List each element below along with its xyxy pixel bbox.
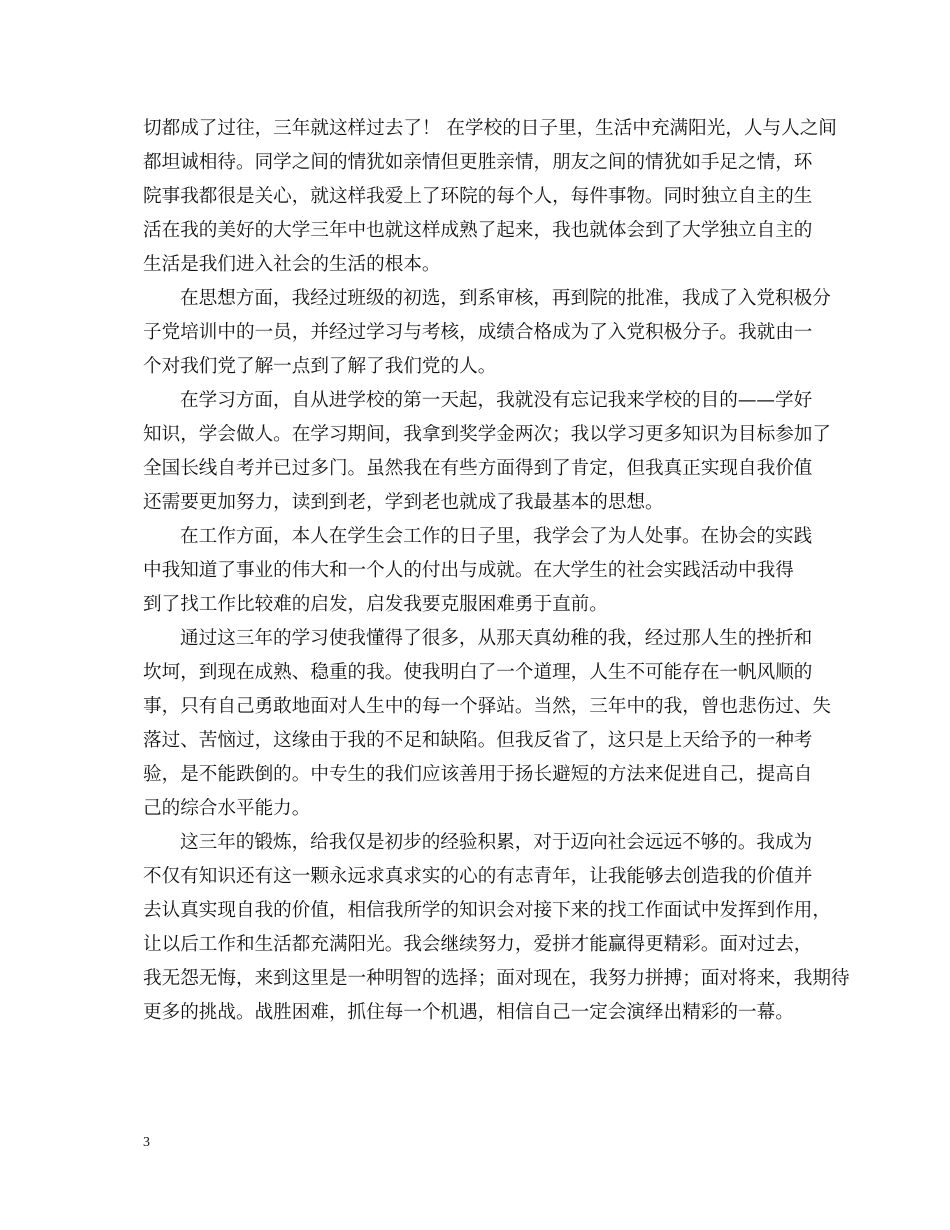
paragraph-first-line: 在工作方面，本人在学生会工作的日子里，我学会了为人处事。在协会的实践 [180,526,813,547]
page-number: 3 [143,1135,150,1150]
text-line: 验，是不能跌倒的。中专生的我们应该善用于扬长避短的方法来促进自己，提高自 [143,764,813,785]
text-line: 全国长线自考并已过多门。虽然我在有些方面得到了肯定，但我真正实现自我价值 [143,458,813,479]
text-line: 到了找工作比较难的启发，启发我要克服困难勇于直前。 [143,594,608,615]
text-line: 中我知道了事业的伟大和一个人的付出与成就。在大学生的社会实践活动中我得 [143,560,794,581]
text-line: 还需要更加努力，读到到老，学到老也就成了我最基本的思想。 [143,492,664,513]
text-line: 我无怨无悔，来到这里是一种明智的选择；面对现在，我努力拼搏；面对将来，我期待 [143,968,850,989]
text-line: 落过、苦恼过，这缘由于我的不足和缺陷。但我反省了，这只是上天给予的一种考 [143,730,813,751]
text-line: 子党培训中的一员，并经过学习与考核，成绩合格成为了入党积极分子。我就由一 [143,322,813,343]
text-line: 知识，学会做人。在学习期间，我拿到奖学金两次；我以学习更多知识为目标参加了 [143,424,831,445]
text-line: 不仅有知识还有这一颗永远求真求实的心的有志青年，让我能够去创造我的价值并 [143,866,813,887]
text-line: 生活是我们进入社会的生活的根本。 [143,254,441,275]
text-line: 活在我的美好的大学三年中也就这样成熟了起来，我也就体会到了大学独立自主的 [143,220,813,241]
text-line: 让以后工作和生活都充满阳光。我会继续努力，爱拼才能赢得更精彩。面对过去， [143,934,813,955]
text-line: 事，只有自己勇敢地面对人生中的每一个驿站。当然，三年中的我，曾也悲伤过、失 [143,696,831,717]
paragraph-first-line: 在思想方面，我经过班级的初选，到系审核，再到院的批准，我成了入党积极分 [180,288,831,309]
paragraph-first-line: 这三年的锻炼，给我仅是初步的经验积累，对于迈向社会远远不够的。我成为 [180,832,813,853]
text-line: 个对我们党了解一点到了解了我们党的人。 [143,356,497,377]
text-line: 都坦诚相待。同学之间的情犹如亲情但更胜亲情，朋友之间的情犹如手足之情，环 [143,152,813,173]
text-line: 坎坷，到现在成熟、稳重的我。使我明白了一个道理，人生不可能存在一帆风顺的 [143,662,813,683]
text-line: 更多的挑战。战胜困难，抓住每一个机遇，相信自己一定会演绎出精彩的一幕。 [143,1002,794,1023]
text-line: 己的综合水平能力。 [143,798,311,819]
text-line: 院事我都很是关心，就这样我爱上了环院的每个人，每件事物。同时独立自主的生 [143,186,813,207]
paragraph-first-line: 在学习方面，自从进学校的第一天起，我就没有忘记我来学校的目的——学好 [180,390,813,411]
text-line: 去认真实现自我的价值，相信我所学的知识会对接下来的找工作面试中发挥到作用， [143,900,831,921]
document-body [143,112,850,1030]
text-line: 切都成了过往，三年就这样过去了！ 在学校的日子里，生活中充满阳光，人与人之间 [143,118,837,139]
paragraph-first-line: 通过这三年的学习使我懂得了很多，从那天真幼稚的我，经过那人生的挫折和 [180,628,813,649]
